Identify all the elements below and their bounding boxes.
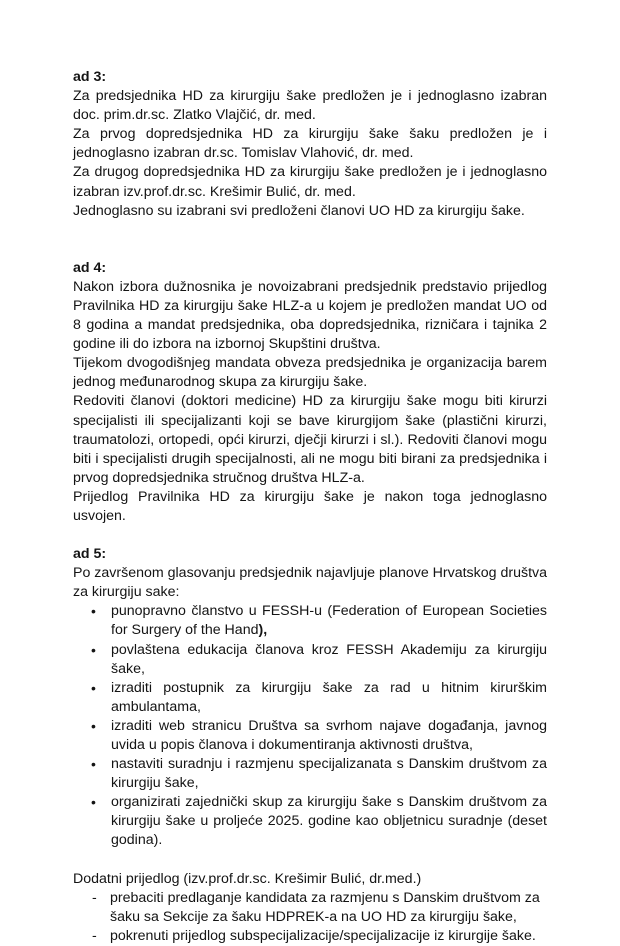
paragraph: Za predsjednika HD za kirurgiju šake predložen je i jednoglasno izabran doc. prim.dr.sc. Zlatko Vlajčić, dr. med. [73, 88, 547, 124]
paragraph: Nakon izbora dužnosnika je novoizabrani predsjednik predstavio prijedlog Pravilnika HD za kirurgiju šake HLZ-a u kojem je predložen mandat UO od 8 godina a mandat predsjednika, oba dopredsjednika, rizničara i tajnika 2 godine ili do izbora na izbornoj Skupštini društva. [73, 278, 547, 353]
section-ad-4 [73, 259, 547, 526]
paragraph: Prijedlog Pravilnika HD za kirurgiju šake je nakon toga jednoglasno usvojen. [73, 488, 547, 524]
list-item-text: organizirati zajednički skup za kirurgiju šake s Danskim društvom za kirurgiju šake u proljeće 2025. godine kao obljetnicu suradnje (deset godina). [111, 794, 547, 849]
list-item-text: izraditi web stranicu Društva sa svrhom najave događanja, javnog uvida u popis članova i dokumentiranja aktivnosti društva, [111, 717, 547, 753]
bullet-icon: • [91, 717, 96, 734]
list-item-text: izraditi postupnik za kirurgiju šake za rad u hitnim kirurškim ambulantama, [111, 679, 547, 715]
paragraph: Jednoglasno su izabrani svi predloženi članovi UO HD za kirurgiju šake. [73, 202, 525, 219]
list-item [73, 679, 547, 717]
spacer [73, 851, 547, 870]
list-item-text: punopravno članstvo u FESSH-u (Federation of European Societies for Surgery of the Hand [111, 603, 547, 639]
section-heading: ad 4: [73, 259, 107, 276]
section-heading: ad 5: [73, 546, 107, 563]
list-item [73, 889, 547, 927]
paragraph: Za drugog dopredsjednika HD za kirurgiju šake predložen je i jednoglasno izabran izv.prof.dr.sc. Krešimir Bulić, dr. med. [73, 164, 547, 200]
section-intro: Dodatni prijedlog (izv.prof.dr.sc. Krešimir Bulić, dr.med.) [73, 870, 422, 887]
list-item-text: prebaciti predlaganje kandidata za razmjenu s Danskim društvom za šaku sa Sekcije za šaku HDPREK-a na UO HD za kirurgiju šake, [110, 889, 540, 925]
paragraph: Redoviti članovi (doktori medicine) HD za kirurgiju šake mogu biti kirurzi specijalisti ili specijalizanti koji se bave kirurgijom šake (plastični kirurzi, traumatolozi, ortopedi, opći kirurzi, dječji kirurzi i sl.). Redoviti članovi mogu biti i specijalisti drugih specijalnosti, ali ne mogu biti birani za predsjednika i prvog dopredsjednika stručnog društva HLZ-a. [73, 393, 547, 486]
bullet-icon: • [91, 641, 96, 658]
list-item-text: nastaviti suradnju i razmjenu specijalizanata s Danskim društvom za kirurgiju šake, [111, 756, 547, 792]
list-item [73, 717, 547, 755]
spacer [73, 526, 547, 545]
bullet-icon: • [91, 679, 96, 696]
bullet-icon: • [91, 603, 96, 620]
section-heading: ad 3: [73, 69, 107, 85]
document-page [73, 68, 547, 946]
list-item [73, 793, 547, 850]
list-item [73, 755, 547, 793]
dash-icon: - [92, 927, 97, 944]
list-item [73, 602, 547, 640]
bullet-icon: • [91, 794, 96, 811]
plans-list [73, 602, 547, 850]
list-item-text: povlaštena edukacija članova kroz FESSH Akademiju za kirurgiju šake, [111, 641, 547, 677]
section-additional-proposal [73, 870, 547, 946]
list-item [73, 927, 547, 946]
list-item-suffix: ), [258, 622, 268, 639]
section-ad-3 [73, 68, 547, 221]
spacer [73, 221, 547, 259]
proposal-list [73, 889, 547, 946]
bullet-icon: • [91, 756, 96, 773]
list-item-text: pokrenuti prijedlog subspecijalizacije/specijalizacije iz kirurgije šake. [110, 927, 536, 944]
section-intro: Po završenom glasovanju predsjednik najavljuje planove Hrvatskog društva za kirurgiju sake: [73, 565, 547, 601]
paragraph: Tijekom dvogodišnjeg mandata obveza predsjednika je organizacija barem jednog međunarodnog skupa za kirurgiju šake. [73, 355, 547, 391]
paragraph: Za prvog dopredsjednika HD za kirurgiju šake šaku predložen je i jednoglasno izabran dr.sc. Tomislav Vlahović, dr. med. [73, 126, 547, 162]
section-ad-5 [73, 545, 547, 851]
list-item [73, 641, 547, 679]
dash-icon: - [92, 889, 97, 906]
